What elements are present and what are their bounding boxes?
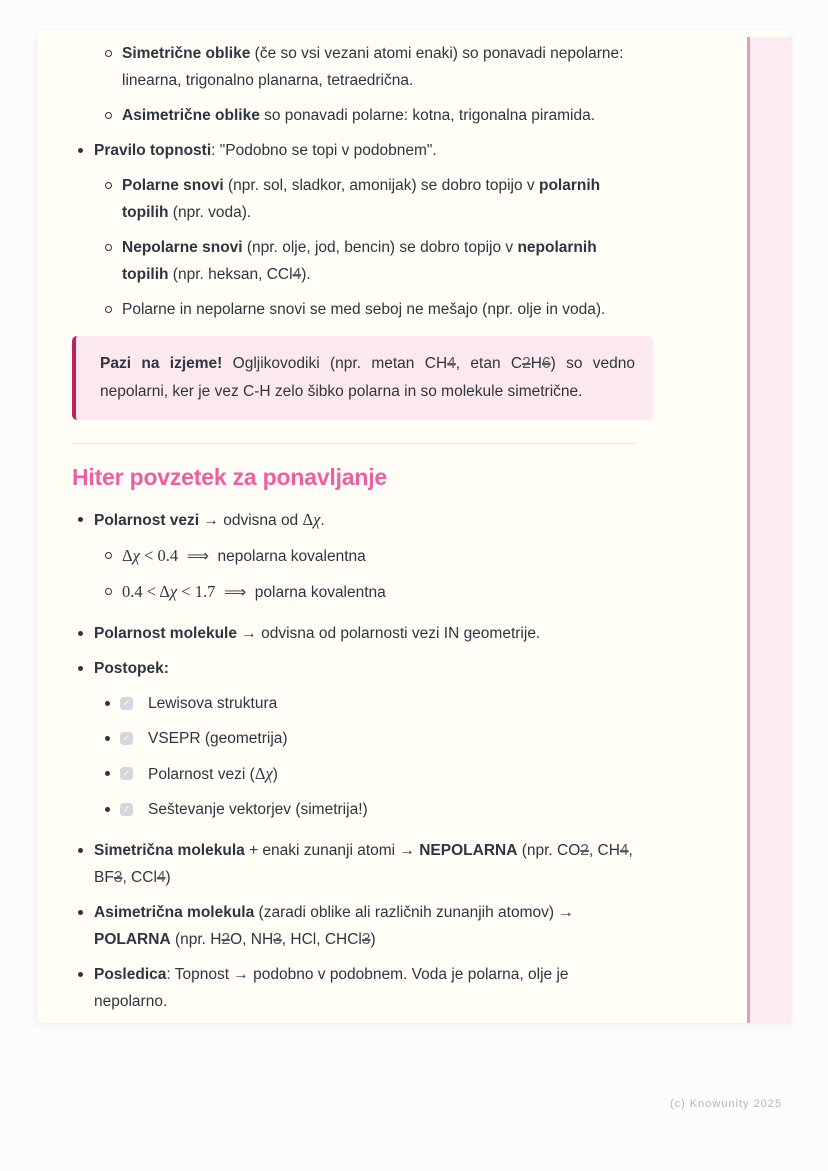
text-segment: 4 (156, 869, 166, 886)
list-item-text (122, 102, 635, 129)
text-segment: Simetrične oblike (122, 45, 251, 62)
math-text: 0.4 < Δχ < 1.7 (122, 582, 216, 601)
text-segment: Polarne snovi (122, 177, 224, 194)
checkbox-checked-icon (120, 803, 133, 816)
text-segment: Asimetrična molekula (94, 904, 255, 921)
text-segment: Seštevanje vektorjev (simetrija!) (148, 801, 368, 818)
text-segment: O, NH (230, 931, 274, 948)
disc-bullet-icon (105, 736, 110, 741)
text-segment: Pravilo topnosti (94, 142, 212, 159)
math-text: Δχ (254, 764, 273, 783)
text-segment: (zaradi oblike ali različnih zunanjih atomov) → (254, 904, 574, 921)
list-item (72, 137, 635, 164)
text-segment: , HCl, CHCl (281, 931, 362, 948)
text-segment: so ponavadi polarne: kotna, trigonalna piramida. (259, 107, 596, 124)
text-segment: NEPOLARNA (419, 842, 518, 859)
text-segment: : "Podobno se topi v podobnem". (211, 142, 437, 159)
text-segment: , CCl (122, 869, 157, 886)
circle-bullet-icon (105, 244, 112, 251)
text-segment: Polarnost vezi (94, 512, 200, 529)
list-item-text (122, 296, 635, 323)
text-segment: Asimetrične oblike (122, 107, 260, 124)
text-segment: Polarnost vezi ( (148, 766, 255, 783)
list-item (72, 506, 635, 534)
list-item (72, 542, 635, 570)
text-segment: POLARNA (94, 931, 171, 948)
text-segment: → odvisna od polarnosti vezi IN geometrije. (236, 625, 541, 642)
math-text: Δχ < 0.4 (122, 546, 179, 565)
circle-bullet-icon (105, 306, 112, 313)
disc-bullet-icon (78, 972, 83, 977)
list-item-text (148, 760, 635, 788)
text-segment: (npr. voda). (168, 204, 252, 221)
list-item-text (94, 620, 635, 647)
text-segment: ) (272, 766, 278, 783)
checkbox-checked-icon (120, 697, 133, 710)
text-segment: 3 (361, 931, 371, 948)
list-item-text (148, 796, 635, 823)
text-segment: VSEPR (geometrija) (148, 730, 288, 747)
checkbox-checked-icon (120, 732, 133, 745)
text-segment: ) (165, 869, 171, 886)
list-item (72, 690, 635, 717)
text-segment: H (530, 355, 542, 372)
list-item-text (94, 961, 635, 1015)
list-item (72, 760, 635, 788)
text-segment: : Topnost → podobno v podobnem. Voda je polarna, olje je nepolarno. (94, 966, 569, 1010)
text-segment: 6 (541, 355, 551, 372)
section-divider (72, 443, 635, 444)
text-segment: Polarne in nepolarne snovi se med seboj ne mešajo (npr. olje in voda). (122, 301, 606, 318)
text-segment: 3 (273, 931, 282, 948)
list-item-text (122, 234, 635, 288)
list-item-text (122, 542, 635, 570)
text-segment: ⟹ polarna kovalentna (215, 584, 386, 601)
disc-bullet-icon (78, 631, 83, 636)
section-heading: Hiter povzetek za ponavljanje (72, 464, 388, 490)
text-segment: . (320, 512, 325, 529)
list-item (72, 172, 635, 226)
text-segment: (npr. heksan, CCl (168, 266, 293, 283)
text-segment: Polarnost molekule (94, 625, 237, 642)
text-segment: 3 (113, 869, 123, 886)
text-segment: Postopek: (94, 660, 169, 677)
list-item (72, 655, 635, 682)
text-segment: (npr. H (170, 931, 222, 948)
text-segment: (npr. sol, sladkor, amonijak) se dobro topijo v (223, 177, 539, 194)
text-segment: 4 (292, 266, 302, 283)
disc-bullet-icon (78, 848, 83, 853)
text-segment: 4 (619, 842, 629, 859)
list-item-text (94, 837, 635, 891)
document-page (37, 30, 791, 1023)
text-segment: (npr. olje, jod, bencin) se dobro topijo v (242, 239, 518, 256)
text-segment: ⟹ nepolarna kovalentna (178, 548, 366, 565)
text-segment: + enaki zunanji atomi → (244, 842, 420, 859)
circle-bullet-icon (105, 182, 112, 189)
text-segment: Nepolarne snovi (122, 239, 243, 256)
list-item-text (122, 578, 635, 606)
list-item-text (148, 725, 635, 752)
list-item (72, 40, 635, 94)
text-segment: , CH (588, 842, 620, 859)
list-item-text (94, 655, 635, 682)
disc-bullet-icon (78, 910, 83, 915)
text-segment: ). (301, 266, 311, 283)
list-item (72, 796, 635, 823)
text-segment: (npr. CO (517, 842, 581, 859)
list-item-text (94, 506, 635, 534)
circle-bullet-icon (105, 50, 112, 57)
text-segment: Pazi na izjeme! (100, 355, 223, 372)
list-item-text (122, 40, 635, 94)
list-item (72, 620, 635, 647)
text-segment: Ogljikovodiki (npr. metan CH (222, 355, 448, 372)
text-segment: Lewisova struktura (148, 695, 278, 712)
footer-copyright: (c) Knowunity 2025 (670, 1098, 782, 1110)
intro-bullet-list (72, 40, 635, 323)
list-item (72, 578, 635, 606)
summary-bullet-list (72, 506, 635, 1015)
list-item (72, 725, 635, 752)
disc-bullet-icon (78, 517, 83, 522)
list-item (72, 961, 635, 1015)
text-segment: Posledica (94, 966, 167, 983)
disc-bullet-icon (78, 148, 83, 153)
text-segment: ) so vedno nepolarni, ker je vez C-H zelo šibko polarna in so molekule simetrične. (100, 355, 636, 400)
circle-bullet-icon (105, 552, 112, 559)
text-segment: → odvisna od (199, 512, 303, 529)
list-item (72, 899, 635, 953)
list-item-text (94, 899, 635, 953)
circle-bullet-icon (105, 112, 112, 119)
text-segment: polarnih topilih (122, 177, 601, 221)
text-segment: , etan C (455, 355, 523, 372)
warning-callout-text (100, 355, 635, 400)
text-segment: Simetrična molekula (94, 842, 245, 859)
checkbox-checked-icon (120, 767, 133, 780)
disc-bullet-icon (105, 807, 110, 812)
text-segment: ) (370, 931, 376, 948)
list-item (72, 102, 635, 129)
disc-bullet-icon (105, 771, 110, 776)
text-segment: , BF (94, 842, 633, 886)
list-item-text (94, 137, 635, 164)
text-segment: nepolarnih topilih (122, 239, 597, 283)
disc-bullet-icon (105, 701, 110, 706)
text-segment: 4 (447, 355, 456, 372)
list-item (72, 296, 635, 323)
list-item-text (122, 172, 635, 226)
page-content (72, 40, 635, 1023)
list-item (72, 837, 635, 891)
math-text: Δχ (302, 510, 321, 529)
disc-bullet-icon (78, 666, 83, 671)
list-item (72, 234, 635, 288)
list-item-text (148, 690, 635, 717)
warning-callout (72, 336, 653, 420)
text-segment: 2 (580, 842, 589, 859)
circle-bullet-icon (105, 588, 112, 595)
next-page-edge-strip (747, 37, 791, 1023)
text-segment: 2 (522, 355, 531, 372)
text-segment: 2 (221, 931, 231, 948)
text-segment: (če so vsi vezani atomi enaki) so ponavadi nepolarne: linearna, trigonalno planarna, tetraedrična. (122, 45, 624, 89)
